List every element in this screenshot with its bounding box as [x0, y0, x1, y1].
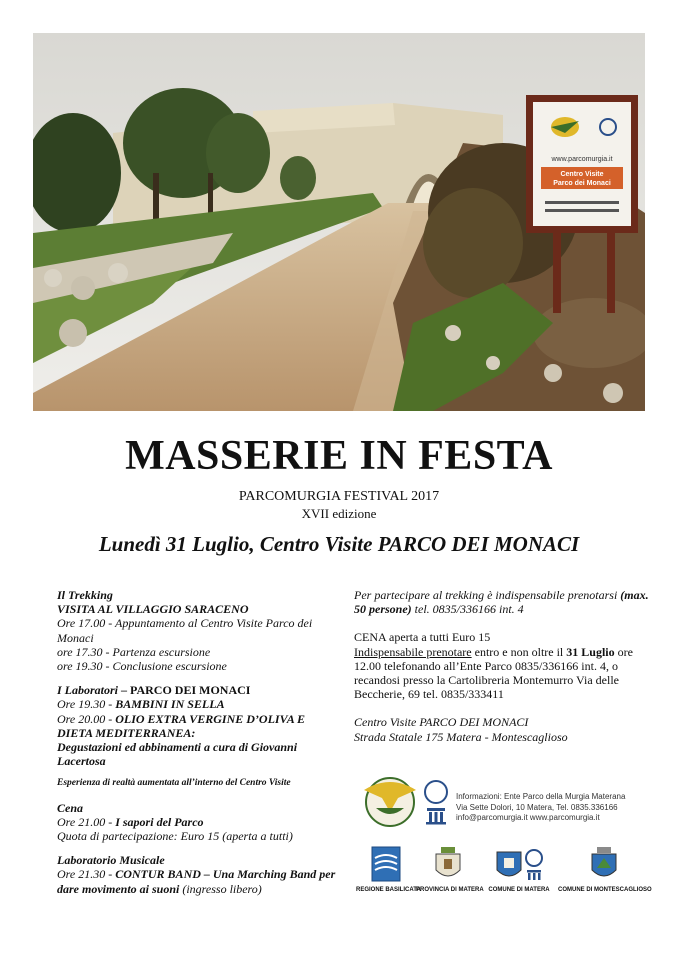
logo-label-regione: REGIONE BASILICATA — [356, 887, 421, 893]
booking-trekking — [354, 588, 654, 616]
sign-line1: Centro Visite — [560, 171, 604, 178]
cena-name: I sapori del Parco — [115, 814, 204, 829]
booking-trekking-c: tel. 0835/336166 int. 4 — [411, 602, 524, 617]
festival-name: PARCOMURGIA FESTIVAL 2017 — [238, 489, 440, 504]
main-title: MASSERIE IN FESTA — [125, 433, 553, 479]
cena-line — [57, 815, 337, 829]
booking-trekking-a: Per partecipare al trekking è indispensabile prenotarsi — [354, 588, 621, 602]
logo-regione-basilicata — [356, 846, 421, 893]
header-photo — [33, 33, 645, 411]
lab-2 — [57, 712, 337, 740]
regione-basilicata-emblem-icon — [371, 846, 401, 882]
info-text — [456, 792, 625, 824]
laboratori-prefix: I Laboratori — [57, 683, 119, 698]
music-time: Ore 21.30 - — [57, 867, 116, 882]
trekking-title: VISITA AL VILLAGGIO SARACENO — [57, 602, 249, 617]
trekking-line-1: Ore 17.00 - Appuntamento al Centro Visite Parco dei Monaci — [57, 616, 313, 645]
park-logo-icon — [358, 772, 454, 828]
booking-date: 31 Luglio — [566, 644, 615, 659]
music-free: (ingresso libero) — [179, 881, 262, 896]
laboratori-heading — [57, 683, 337, 697]
date-line: Lunedì 31 Luglio, Centro Visite PARCO DEI MONACI — [98, 532, 580, 556]
cena-price: CENA aperta a tutti Euro 15 — [354, 630, 491, 645]
laboratori-suffix: – PARCO DEI MONACI — [118, 683, 251, 698]
logo-comune-matera — [486, 846, 552, 893]
cena-quota: Quota di partecipazione: Euro 15 (aperta a tutti) — [57, 829, 293, 844]
booking-required: Indispensabile prenotare — [354, 644, 472, 659]
sign-url: www.parcomurgia.it — [551, 156, 613, 163]
info-line-3: info@parcomurgia.it www.parcomurgia.it — [456, 813, 600, 822]
music-heading: Laboratorio Musicale — [57, 853, 165, 868]
sign-line2: Parco dei Monaci — [553, 180, 611, 187]
institution-logos — [354, 846, 654, 906]
logo-label-provincia: PROVINCIA DI MATERA — [416, 887, 484, 893]
logo-provincia-matera — [416, 846, 484, 893]
logo-label-comune-matera: COMUNE DI MATERA — [488, 887, 550, 893]
logo-label-montescaglioso: COMUNE DI MONTESCAGLIOSO — [558, 887, 652, 893]
booking-max: (max. 50 persone) — [354, 588, 649, 617]
lab-1 — [57, 697, 337, 711]
address-line-1: Centro Visite PARCO DEI MONACI — [354, 715, 529, 730]
info-line-2: Via Sette Dolori, 10 Matera, Tel. 0835.336166 — [456, 802, 618, 812]
lab-2-description: Degustazioni ed abbinamenti a cura di Giovanni Lacertosa — [57, 740, 298, 769]
lab-1-time: Ore 19.30 - — [57, 697, 116, 712]
program-column — [57, 588, 337, 896]
trekking-line-2: ore 17.30 - Partenza escursione — [57, 644, 211, 659]
trekking-line-3: ore 19.30 - Conclusione escursione — [57, 659, 227, 674]
lab-1-name: BAMBINI IN SELLA — [115, 697, 225, 712]
edition-label: XVII edizione — [301, 506, 377, 521]
park-sign — [526, 95, 638, 233]
music-name: CONTUR BAND – Una Marching Band per dare movimento ai suoni — [57, 867, 336, 896]
cena-heading: Cena — [57, 800, 84, 815]
vr-note: Esperienza di realtà aumentata all’interno del Centro Visite — [57, 778, 291, 789]
provincia-matera-crest-icon — [433, 846, 463, 882]
landscape-photo — [33, 33, 645, 411]
trekking-heading: Il Trekking — [57, 588, 113, 602]
info-column — [354, 588, 654, 744]
booking-a: entro e non oltre il — [471, 644, 567, 659]
music-line — [57, 867, 337, 895]
info-line-1: Informazioni: Ente Parco della Murgia Materana — [456, 792, 626, 801]
info-block — [358, 772, 658, 832]
lab-2-time: Ore 20.00 - — [57, 711, 116, 726]
cena-time: Ore 21.00 - — [57, 814, 116, 829]
comune-matera-crest-icon — [493, 846, 545, 882]
address-line-2: Strada Statale 175 Matera - Montescaglioso — [354, 729, 568, 744]
lab-2-name: OLIO EXTRA VERGINE D’OLIVA E DIETA MEDITERRANEA: — [57, 711, 306, 740]
booking-b: ore 12.00 telefonando all’Ente Parco 0835/336166 int. 4, o recandosi presso la Cartolibreria Montemurro Via delle Beccherie, 69 tel. 0835/333411 — [354, 644, 633, 702]
logo-comune-montescaglioso — [558, 846, 650, 893]
booking-dinner — [354, 645, 654, 702]
comune-montescaglioso-crest-icon — [589, 846, 619, 882]
